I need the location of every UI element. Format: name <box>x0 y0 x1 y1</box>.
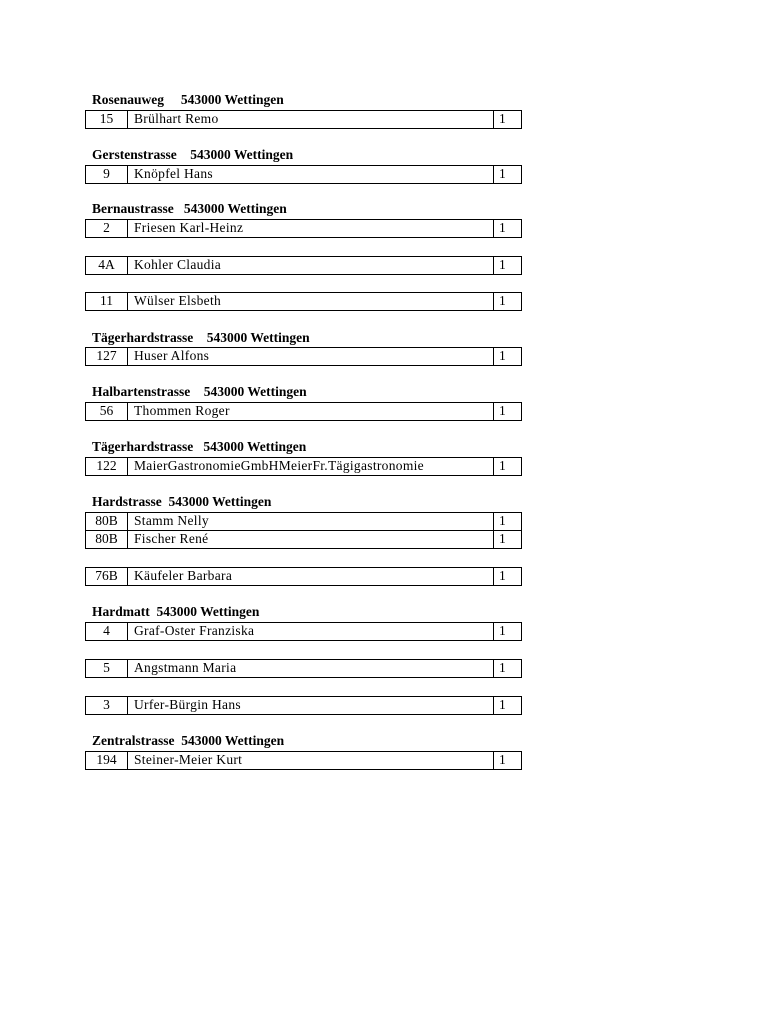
quantity: 1 <box>499 348 506 363</box>
table-row <box>85 219 522 238</box>
resident-name: Käufeler Barbara <box>128 568 494 585</box>
house-number: 127 <box>86 348 128 365</box>
house-number: 76B <box>86 568 128 585</box>
resident-name: Steiner-Meier Kurt <box>128 752 494 769</box>
quantity: 1 <box>499 111 506 126</box>
quantity: 1 <box>499 293 506 308</box>
resident-name: Wülser Elsbeth <box>128 293 494 310</box>
house-number: 5 <box>86 660 128 677</box>
quantity: 1 <box>499 458 506 473</box>
resident-name: MaierGastronomieGmbHMeierFr.Tägigastronomie <box>128 458 494 475</box>
table-row <box>85 402 522 421</box>
house-number: 9 <box>86 166 128 183</box>
table-row <box>85 659 522 678</box>
resident-name: Knöpfel Hans <box>128 166 494 183</box>
street-header: Hardmatt 543000 Wettingen <box>92 604 260 619</box>
street-header: Bernaustrasse 543000 Wettingen <box>92 201 287 216</box>
resident-name: Thommen Roger <box>128 403 494 420</box>
house-number: 80B <box>86 531 128 548</box>
house-number: 56 <box>86 403 128 420</box>
resident-name: Angstmann Maria <box>128 660 494 677</box>
street-header: Tägerhardstrasse 543000 Wettingen <box>92 439 307 454</box>
table-row <box>85 110 522 129</box>
resident-name: Graf-Oster Franziska <box>128 623 494 640</box>
house-number: 2 <box>86 220 128 237</box>
house-number: 15 <box>86 111 128 128</box>
table-row <box>85 292 522 311</box>
quantity: 1 <box>499 257 506 272</box>
house-number: 4A <box>86 257 128 274</box>
street-header: Tägerhardstrasse 543000 Wettingen <box>92 330 310 345</box>
resident-name: Fischer René <box>128 531 494 548</box>
table-row <box>85 512 522 531</box>
quantity: 1 <box>499 166 506 181</box>
house-number: 11 <box>86 293 128 310</box>
table-row <box>85 457 522 476</box>
house-number: 80B <box>86 513 128 530</box>
table-row <box>85 347 522 366</box>
quantity: 1 <box>499 660 506 675</box>
quantity: 1 <box>499 752 506 767</box>
resident-name: Kohler Claudia <box>128 257 494 274</box>
street-header: Zentralstrasse 543000 Wettingen <box>92 733 285 748</box>
house-number: 122 <box>86 458 128 475</box>
street-header: Gerstenstrasse 543000 Wettingen <box>92 147 294 162</box>
table-row <box>85 165 522 184</box>
table-row <box>85 696 522 715</box>
table-row <box>85 256 522 275</box>
resident-name: Urfer-Bürgin Hans <box>128 697 494 714</box>
table-row <box>85 567 522 586</box>
quantity: 1 <box>499 220 506 235</box>
quantity: 1 <box>499 513 506 528</box>
resident-name: Stamm Nelly <box>128 513 494 530</box>
quantity: 1 <box>499 531 506 546</box>
quantity: 1 <box>499 623 506 638</box>
quantity: 1 <box>499 697 506 712</box>
house-number: 4 <box>86 623 128 640</box>
street-header: Hardstrasse 543000 Wettingen <box>92 494 272 509</box>
table-row <box>85 531 522 549</box>
quantity: 1 <box>499 403 506 418</box>
house-number: 194 <box>86 752 128 769</box>
street-header: Rosenauweg 543000 Wettingen <box>92 92 284 107</box>
table-row <box>85 751 522 770</box>
resident-name: Brülhart Remo <box>128 111 494 128</box>
resident-name: Huser Alfons <box>128 348 494 365</box>
street-header: Halbartenstrasse 543000 Wettingen <box>92 384 307 399</box>
house-number: 3 <box>86 697 128 714</box>
table-row <box>85 622 522 641</box>
quantity: 1 <box>499 568 506 583</box>
resident-name: Friesen Karl-Heinz <box>128 220 494 237</box>
